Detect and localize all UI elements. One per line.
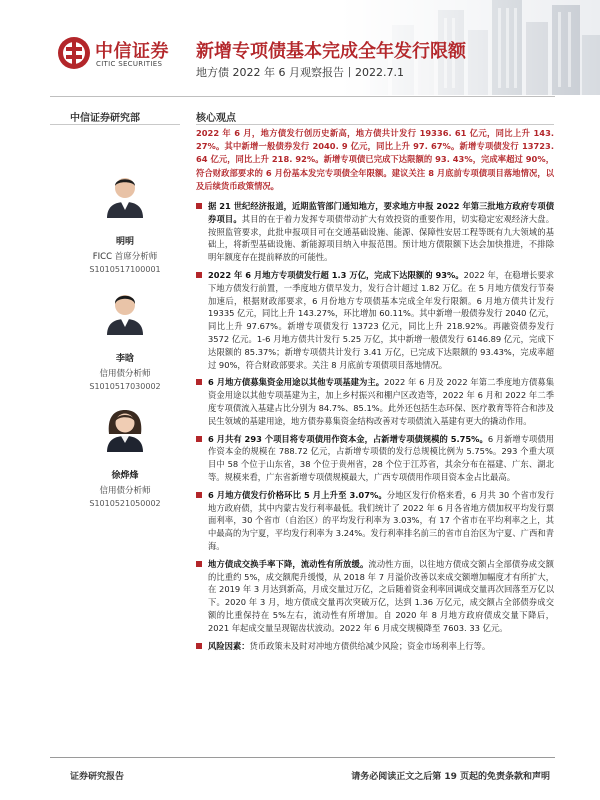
bullet-item [196, 558, 554, 635]
bullet-lead: 2022 年 6 月地方专项债发行超 1.3 万亿，完成下达限额的 93%。 [208, 269, 464, 280]
bullet-square-icon [196, 643, 202, 649]
report-header [0, 0, 600, 95]
bullet-text: 其目的在于着力发挥专项债带动扩大有效投资的重要作用，切实稳定宏观经济大盘。按照监管要求，此批申报项目可在交通基础设施、能源、保障性安居工程等既有九大领域的基础上，将新型基础设施、新能源项目纳入申报范围。预计地方债限额下达会加快推进，不排除明年额度存在提前释放的可能性。 [208, 213, 554, 263]
analyst-role: 信用债分析师 [99, 369, 151, 379]
summary-paragraph: 2022 年 6 月，地方债发行创历史新高，地方债共计发行 19336. 61 亿元，同比上升 143. 27%。其中新增一般债券发行 2040. 9 亿元，同比上升 97. 67%。新增专项债发行 13723. 64 亿元，同比上升 218. 92%。新增专项债已完成下达限额的 93. 43%，完成率超过 90%，符合财政部要求的 6 月份基本发完专项债全年限额。建议关注 8 月底前专项债项目落地情况，以及后续货币政策情况。 [196, 128, 554, 191]
analyst-license-id: S1010517030002 [89, 382, 161, 391]
bullet-square-icon [196, 492, 202, 498]
bullet-item [196, 200, 554, 264]
bullet-item [196, 640, 554, 653]
analyst-name: 徐烨烽 [111, 471, 139, 481]
bullet-lead: 地方债成交换手率下降，流动性有所放缓。 [208, 558, 369, 569]
bullet-lead: 6 月地方债发行价格环比 5 月上升至 3.07%。 [208, 489, 387, 500]
analyst-name: 明明 [115, 237, 134, 247]
bullet-square-icon [196, 203, 202, 209]
bullet-text: 流动性方面，以往地方债成交额占全部债券成交额的比重约 5%，成交额爬升缓慢，从 2018 年 7 月溢价改善以来成交额增加幅度才有所扩大，在 2019 年 3 月达到新高，月成交量过万亿，之后随着资金利率回调成交量再次回落至万亿以下。2020 年 3 月，地方债成交量再次突破万亿，达到 1.36 万亿元，成交额占全部债券成交额的比重保持在 5%左右，流动性有所增加。自 2020 年 8 月地方政府债成交量下降后，2021 年起成交量呈现锯齿状波动。2022 年 6 月成交规模降至 7603. 33 亿元。 [208, 558, 554, 633]
bullet-text: 货币政策未及时对冲地方债供给减少风险；资金市场利率上行等。 [249, 640, 491, 651]
core-views-title: 核心观点 [196, 113, 236, 124]
analyst-license-id: S1010521050002 [89, 499, 161, 508]
analyst-role: FICC 首席分析师 [92, 252, 158, 262]
report-subtitle: 地方债 2022 年 6 月观察报告丨2022.7.1 [196, 66, 404, 79]
header-divider [50, 96, 555, 97]
analyst-card [60, 170, 190, 274]
core-divider [196, 124, 554, 125]
footer-report-type: 证券研究报告 [70, 772, 125, 782]
bullet-lead: 风险因素： [208, 640, 250, 651]
analyst-card [60, 287, 190, 391]
citic-logo-icon [57, 36, 91, 70]
research-dept-title: 中信证券研究部 [70, 113, 140, 124]
analyst-role: 信用债分析师 [99, 486, 151, 496]
bullet-text: 分地区发行价格来看，6 月共 30 个省市发行地方政府债，其中内蒙古发行利率最低。我们统计了 2022 年 6 月各省地方债加权平均发行票面利率，30 个省市（自治区）的平均发行利率为 3.03%，有 17 个省市在平均利率之上，其中最高的为宁夏，平均发行利率为 3.24%。发行利率排名前三的省市自治区为宁夏、广西和青海。 [208, 489, 555, 551]
bullet-square-icon [196, 272, 202, 278]
footer-disclaimer: 请务必阅读正文之后第 19 页起的免责条款和声明 [351, 772, 550, 782]
bullet-lead: 6 月地方债募集资金用途以其他专项基建为主。 [208, 377, 385, 388]
bullet-text: 6 月新增专项债用作资本金的规模在 788.72 亿元，占新增专项债的发行总规模比例为 5.75%。293 个重大项目中 58 个位于山东省，38 个位于贵州省，28 个位于江苏省，其余分布在福建、广东、湖北等。规模来看，广东省新增专项债规模最大，广西专项债用作项目资本金占比最高。 [208, 433, 554, 482]
footer-divider [50, 757, 555, 758]
report-title: 新增专项债基本完成全年发行限额 [196, 41, 466, 62]
bullet-square-icon [196, 436, 202, 442]
analyst-card [60, 404, 190, 508]
analyst-name: 李晗 [115, 354, 134, 364]
citic-logo [57, 36, 185, 76]
bullet-item [196, 269, 554, 371]
bullet-item [196, 489, 554, 553]
bullet-item [196, 433, 554, 484]
bullet-item [196, 376, 554, 427]
analyst-avatar [103, 404, 147, 452]
logo-english-text: CITIC SECURITIES [96, 60, 163, 68]
bullet-square-icon [196, 561, 202, 567]
bullet-square-icon [196, 379, 202, 385]
left-divider [50, 124, 180, 125]
bullet-text: 2022 年 6 月及 2022 年第二季度地方债募集资金用途以其他专项基建为主，加上乡村振兴和棚户区改造等，2022 年 6 月和 2022 年二季度专项债流入基建占比分别为 84.7%、85.1%。此外还包括生态环保、医疗教育等符合和涉及民生领域的基建用途，地方债券募集资金结构改善对专项债流入基建有更大的撬动作用。 [208, 377, 554, 426]
analyst-avatar [103, 170, 147, 218]
bullet-lead: 6 月共有 293 个项目将专项债用作资本金，占新增专项债规模的 5.75%。 [208, 433, 488, 444]
bullet-lead: 据 21 世纪经济报道，近期监管部门通知地方，要求地方申报 2022 年第三批地方政府专项债券项目。 [208, 201, 554, 224]
logo-chinese-text: 中信证券 [95, 41, 169, 62]
bullet-list [196, 200, 554, 657]
bullet-text: 2022 年，在稳增长要求下地方债发行前置，一季度地方债早发力，发行合计超过 1.82 万亿。在 5 月地方债发行节奏加速后，根据财政部要求，6 月份地方专项债基本完成全年发行限额。6 月地方债共计发行 19335 亿元，同比上升 143.27%，环比增加 60.11%。其中新增一般债券发行 2040 亿元，同比上升 97.67%。新增专项债发行 13723 亿元，同比上升 218.92%。再融资债券发行 3572 亿元。1-6 月地方债共计发行 5.25 万亿，其中新增一般债发行 6146.89 亿元，完成下达限额的 85.37%；新增专项债共计发行 3.41 万亿，已完成下达限额的 93.43%，完成率超过 90%，符合财政部要求。关注 8 月底前专项债项目落地情况。 [208, 269, 554, 370]
analyst-avatar [103, 287, 147, 335]
analyst-license-id: S1010517100001 [89, 265, 161, 274]
